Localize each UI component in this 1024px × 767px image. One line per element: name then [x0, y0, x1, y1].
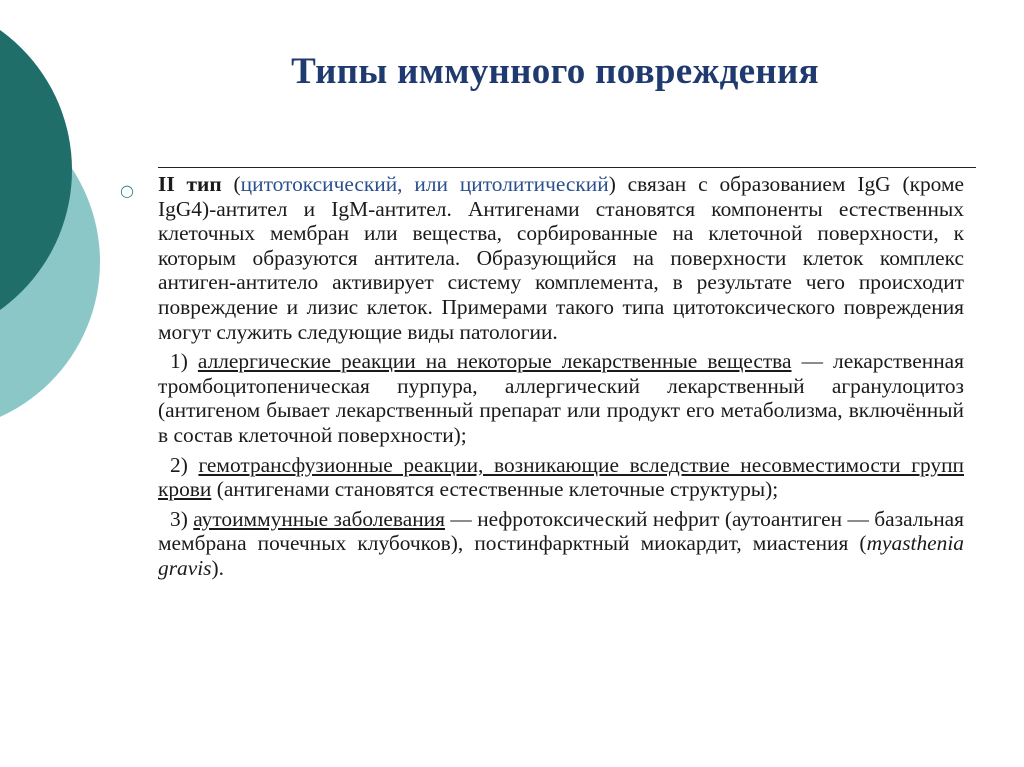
item-text-end: ).	[211, 555, 224, 580]
item-underlined: аутоиммунные заболевания	[193, 506, 445, 531]
item-number: 3)	[170, 506, 194, 531]
paren-open: (	[221, 172, 241, 196]
item-italic: myasthenia gravis	[158, 531, 964, 580]
divider-line	[158, 167, 976, 168]
list-item-3	[158, 507, 964, 581]
item-number: 2)	[170, 452, 199, 477]
item-text: (антигенами становятся естественные клеточные структуры);	[211, 477, 779, 502]
slide-body	[158, 172, 964, 581]
item-underlined: гемотрансфузионные реакции, возникающие вследствие несовместимости групп крови	[158, 452, 964, 502]
type-name: цитотоксический, или цитолитический	[240, 172, 609, 196]
list-item-1	[158, 349, 964, 447]
hollow-circle-bullet-icon: ○	[120, 181, 134, 200]
item-text: — лекарственная тромбоцитопеническая пурпура, аллергический лекарственный агранулоцитоз (антигеном бывает лекарственный препарат или продукт его метаболизма, включённый в состав клеточной поверхности);	[158, 349, 964, 447]
slide-title: Типы иммунного повреждения	[291, 51, 819, 92]
item-number: 1)	[170, 349, 198, 374]
type-label: II тип	[158, 172, 222, 196]
decorative-circles	[0, 0, 120, 420]
item-underlined: аллергические реакции на некоторые лекарственные вещества	[197, 349, 792, 374]
intro-paragraph	[158, 172, 964, 344]
list-item-2	[158, 453, 964, 502]
item-text: — нефротоксический нефрит (аутоантиген — базальная мембрана почечных клубочков), постинфарктный миокардит, миастения (	[158, 506, 964, 556]
intro-text: ) связан с образованием IgG (кроме IgG4)-антител и IgM-антител. Антигенами становятся компоненты естественных клеточных мембран или вещества, сорбированные на клеточной поверхности, к которым образуются антитела. Образующийся на поверхности клеток комплекс антиген-антитело активирует систему комплемента, в результате чего происходит повреждение и лизис клеток. Примерами такого типа цитотоксического повреждения могут служить следующие виды патологии.	[158, 172, 964, 344]
